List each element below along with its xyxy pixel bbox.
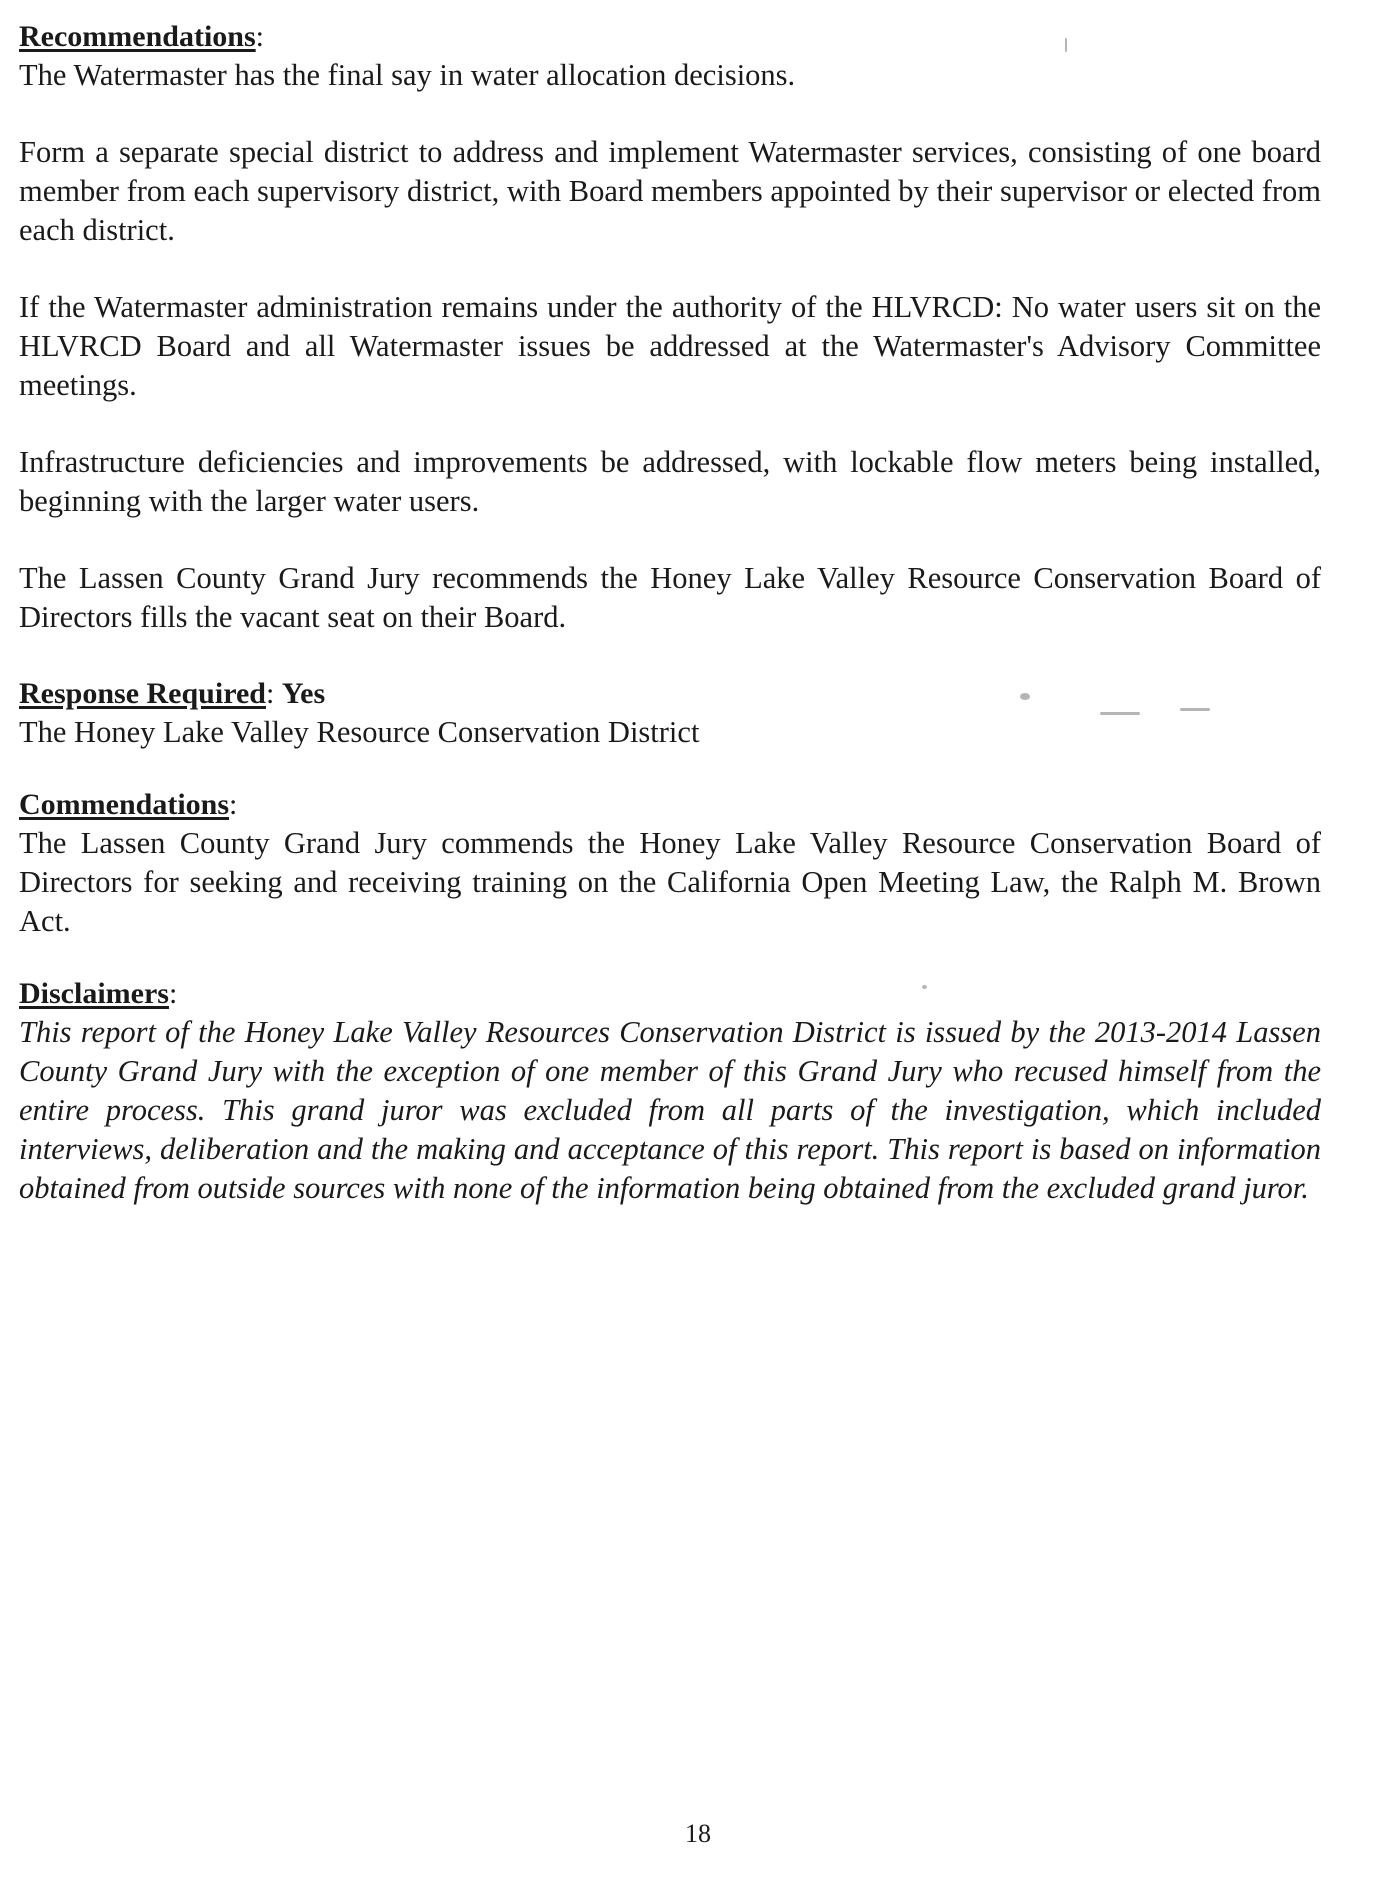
response-required-heading: Response Required: Yes [19,677,326,710]
scan-speck [1065,38,1067,52]
recommendation-paragraph: The Watermaster has the final say in water allocation decisions. [19,58,796,92]
recommendation-paragraph: The Lassen County Grand Jury recommends the Honey Lake Valley Resource Conservation Board of Directors fills the vacant seat on their Board. [19,561,1321,634]
response-required-text: The Honey Lake Valley Resource Conservation District [19,715,700,749]
scan-speck [1020,693,1030,700]
response-required-value: Yes [281,677,326,710]
page-number: 18 [685,1819,711,1848]
scan-speck [1180,708,1210,711]
recommendation-paragraph: Form a separate special district to address and implement Watermaster services, consisting of one board member from each supervisory district, with Board members appointed by their supervisor or elected from each district. [19,135,1321,247]
scan-speck [1100,712,1140,715]
disclaimers-text: This report of the Honey Lake Valley Resources Conservation District is issued by the 2013-2014 Lassen County Grand Jury with the exception of one member of this Grand Jury who recused himself from the entire process. This grand juror was excluded from all parts of the investigation, which included interviews, deliberation and the making and acceptance of this report. This report is based on information obtained from outside sources with none of the information being obtained from the excluded grand juror. [19,1015,1321,1205]
recommendation-paragraph: If the Watermaster administration remains under the authority of the HLVRCD: No water users sit on the HLVRCD Board and all Watermaster issues be addressed at the Watermaster's Advisory Committee meetings. [19,290,1321,402]
recommendations-heading: Recommendations: [19,20,264,53]
scan-speck [922,985,927,989]
disclaimers-heading: Disclaimers: [19,977,178,1010]
recommendation-paragraph: Infrastructure deficiencies and improvements be addressed, with lockable flow meters being installed, beginning with the larger water users. [19,445,1321,518]
commendations-text: The Lassen County Grand Jury commends the Honey Lake Valley Resource Conservation Board of Directors for seeking and receiving training on the California Open Meeting Law, the Ralph M. Brown Act. [19,826,1321,938]
document-page [19,18,1321,1208]
commendations-heading: Commendations: [19,788,238,821]
